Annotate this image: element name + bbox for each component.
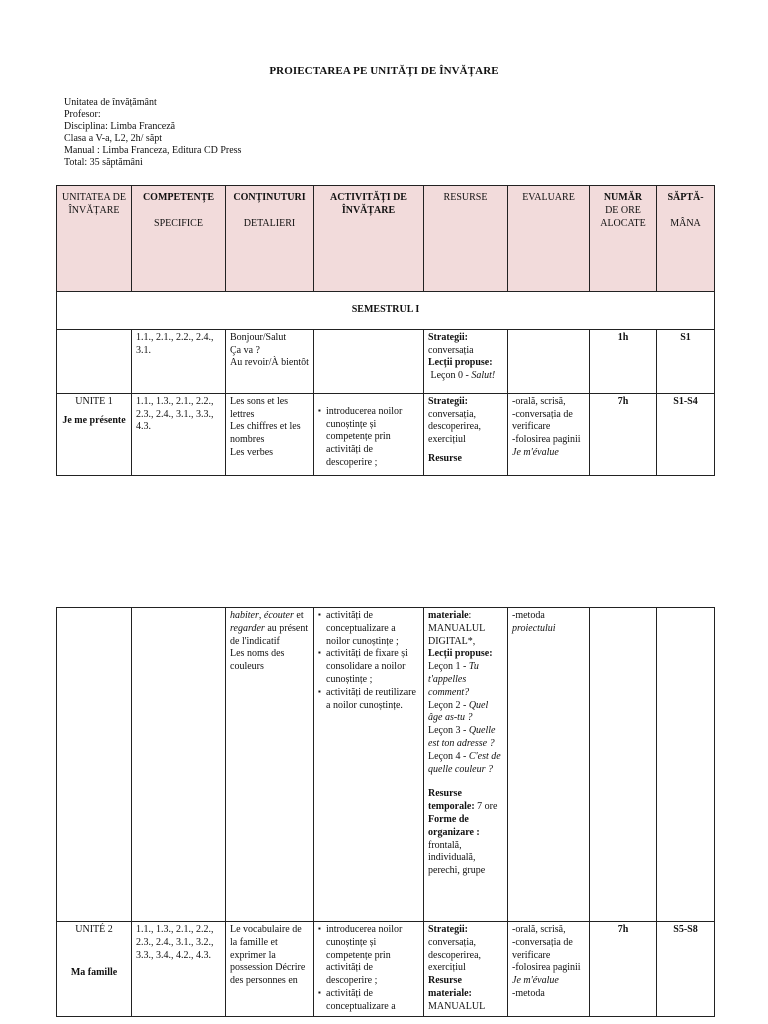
page-title: PROIECTAREA PE UNITĂȚI DE ÎNVĂȚARE [269, 65, 499, 77]
table-header-row [57, 186, 715, 292]
cell-evaluation: -orală, scrisă, -conversația de verificare -folosirea paginii Je m'évalue -metoda [508, 922, 590, 1017]
semester-row [57, 292, 715, 330]
cell-activities: ▪ introducerea noilor cunoștințe și competențe prin activități de descoperire ; ▪ activități de conceptualizare a [314, 922, 424, 1017]
cell-resources: Strategii: conversația, descoperirea, exercițiul Resurse materiale: MANUALUL [424, 922, 508, 1017]
header-competences: COMPETENȚE SPECIFICE [132, 186, 226, 292]
meta-total: Total: 35 săptămâni [64, 157, 143, 168]
cell-competences [132, 608, 226, 922]
cell-resources: materiale: MANUALUL DIGITAL*, Lecții propuse: Leçon 1 - Tu t'appelles comment? Leçon 2 - Quel âge as-tu ? Leçon 3 - Quelle est ton adresse ? Leçon 4 - C'est de quelle couleur ? Resurse temporale: 7 ore Forme de organizare : frontală, individuală, perechi, grupe [424, 608, 508, 922]
cell-resources: Strategii: conversația, descoperirea, exercițiul Resurse [424, 393, 508, 475]
table-row [57, 329, 715, 393]
cell-contents: Les sons et les lettres Les chiffres et les nombres Les verbes [226, 393, 314, 475]
header-activities: ACTIVITĂȚI DE ÎNVĂȚARE [314, 186, 424, 292]
cell-contents: Bonjour/Salut Ça va ? Au revoir/À bientôt [226, 329, 314, 393]
cell-activities: ▪ activități de conceptualizare a noilor cunoștințe ; ▪ activități de fixare și consolidare a noilor cunoștințe ; ▪ activități de reutilizare a noilor cunoștințe. [314, 608, 424, 922]
cell-hours [590, 608, 657, 922]
cell-hours: 1h [590, 329, 657, 393]
cell-resources: Strategii: conversația Lecții propuse: Leçon 0 - Salut! [424, 329, 508, 393]
cell-week: S5-S8 [657, 922, 715, 1017]
cell-competences: 1.1., 2.1., 2.2., 2.4., 3.1. [132, 329, 226, 393]
header-contents: CONȚINUTURI DETALIERI [226, 186, 314, 292]
header-resources: RESURSE [424, 186, 508, 292]
cell-week: S1-S4 [657, 393, 715, 475]
meta-textbook: Manual : Limba Franceza, Editura CD Press [64, 145, 242, 156]
cell-unit [57, 329, 132, 393]
table-row [57, 922, 715, 1017]
meta-teacher: Profesor: [64, 109, 101, 120]
cell-competences: 1.1., 1.3., 2.1., 2.2., 2.3., 2.4., 3.1., 3.3., 4.3. [132, 393, 226, 475]
meta-class: Clasa a V-a, L2, 2h/ săpt [64, 133, 163, 144]
cell-evaluation [508, 329, 590, 393]
cell-unit: UNITE 1 Je me présente [57, 393, 132, 475]
cell-unit: UNITÉ 2 Ma famille [57, 922, 132, 1017]
planning-table-part-1 [56, 185, 715, 476]
cell-evaluation: -metoda proiectului [508, 608, 590, 922]
cell-activities [314, 329, 424, 393]
meta-subject: Disciplina: Limba Franceză [64, 121, 176, 132]
semester-label: SEMESTRUL I [57, 292, 715, 330]
cell-evaluation: -orală, scrisă, -conversația de verificare -folosirea paginii Je m'évalue [508, 393, 590, 475]
cell-week [657, 608, 715, 922]
document-meta [64, 97, 241, 169]
cell-competences: 1.1., 1.3., 2.1., 2.2., 2.3., 2.4., 3.1., 3.2., 3.3., 3.4., 4.2., 4.3. [132, 922, 226, 1017]
header-unit: UNITATEA DE ÎNVĂȚARE [57, 186, 132, 292]
cell-contents: habiter, écouter et regarder au présent de l'indicatif Les noms des couleurs [226, 608, 314, 922]
cell-hours: 7h [590, 393, 657, 475]
cell-week: S1 [657, 329, 715, 393]
table-row [57, 608, 715, 922]
planning-table-part-2 [56, 607, 715, 1017]
header-hours: NUMĂR DE ORE ALOCATE [590, 186, 657, 292]
header-week: SĂPTĂ- MÂNA [657, 186, 715, 292]
cell-unit [57, 608, 132, 922]
table-row [57, 393, 715, 475]
header-evaluation: EVALUARE [508, 186, 590, 292]
cell-hours: 7h [590, 922, 657, 1017]
meta-school: Unitatea de învățământ [64, 97, 157, 108]
cell-contents: Le vocabulaire de la famille et exprimer la possession Décrire des personnes en [226, 922, 314, 1017]
cell-activities: ▪ introducerea noilor cunoștințe și competențe prin activități de descoperire ; [314, 393, 424, 475]
